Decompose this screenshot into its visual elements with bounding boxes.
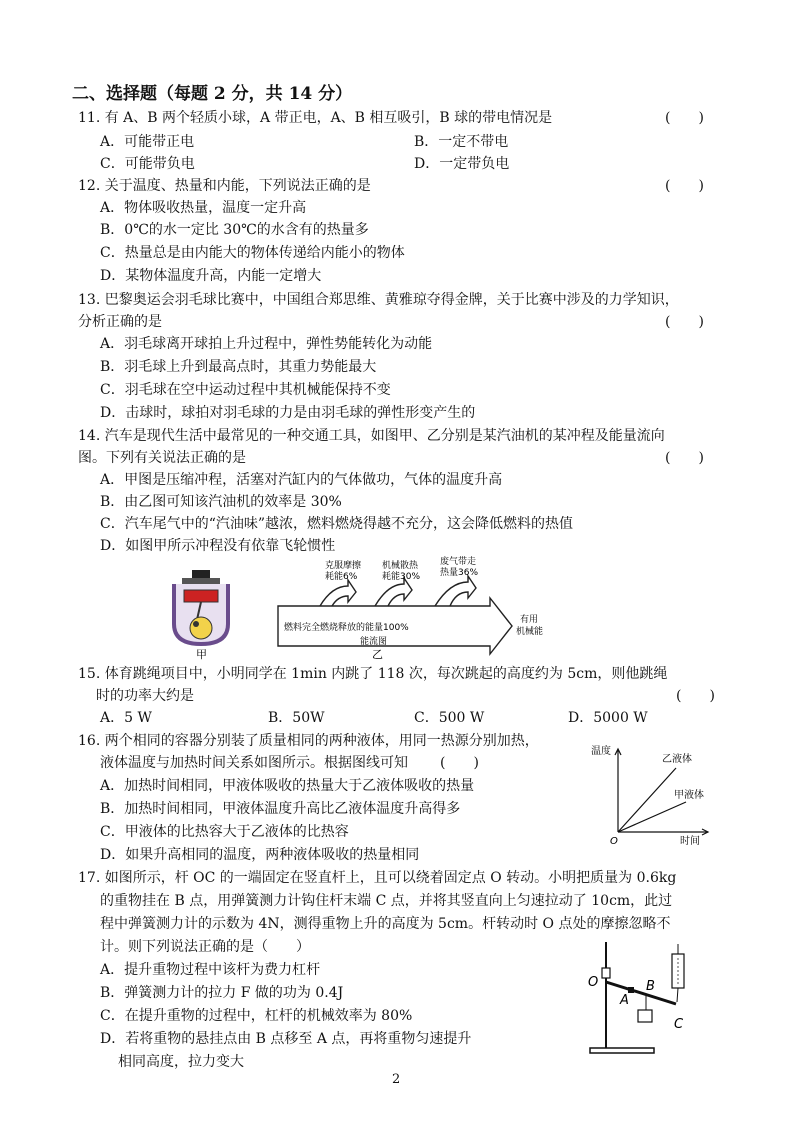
q14-figure [160, 556, 580, 662]
q15-option-c: C．500 W [414, 710, 485, 726]
section-title: 二、选择题（每题 2 分，共 14 分） [72, 84, 353, 104]
spring-scale [672, 944, 684, 1002]
q13-option-d: D．击球时，球拍对羽毛球的力是由羽毛球的弹性形变产生的 [100, 405, 476, 421]
q15-answer-paren: ( ) [676, 688, 715, 704]
graph-origin-label: O [610, 836, 618, 846]
q13-stem-line1: 13. 巴黎奥运会羽毛球比赛中，中国组合郑思维、黄雅琼夺得金牌，关于比赛中涉及的力学知识， [78, 292, 679, 308]
q17-stem-line3: 程中弹簧测力计的示数为 4N，测得重物上升的高度为 5cm。杆转动时 O 点处的摩擦忽略不 [100, 916, 671, 932]
loss-exhaust-value: 热量36% [440, 568, 479, 578]
q15-option-d: D．5000 W [568, 710, 648, 726]
q17-option-d-line1: D．若将重物的悬挂点由 B 点移至 A 点，再将重物匀速提升 [100, 1031, 472, 1047]
q17-option-d-line2: 相同高度，拉力变大 [118, 1054, 244, 1070]
lever-rod-oc [606, 982, 676, 1004]
q12-option-d: D．某物体温度升高，内能一定增大 [100, 268, 322, 284]
label-c: C [674, 1017, 684, 1032]
q12-answer-paren: ( ) [665, 178, 704, 194]
q13-option-c: C．羽毛球在空中运动过程中其机械能保持不变 [100, 382, 391, 398]
jia-liquid-label: 甲液体 [674, 790, 704, 801]
hanging-weight [638, 1010, 652, 1022]
q14-option-d: D．如图甲所示冲程没有依靠飞轮惯性 [100, 538, 336, 554]
label-a: A [620, 993, 629, 1008]
loss-friction-value: 耗能6% [325, 572, 358, 582]
q16-option-a: A．加热时间相同，甲液体吸收的热量大于乙液体吸收的热量 [100, 778, 475, 794]
q16-stem-line2: 液体温度与加热时间关系如图所示。根据图线可知 [100, 755, 408, 771]
useful-output-label: 有用 [520, 615, 539, 625]
q14-stem-line1: 14. 汽车是现代生活中最常见的一种交通工具，如图甲、乙分别是某汽油机的某冲程及能量流向 [78, 428, 665, 444]
q16-option-b: B．加热时间相同，甲液体温度升高比乙液体温度升高得多 [100, 801, 461, 817]
page-number: 2 [392, 1072, 401, 1087]
engine-cylinder-diagram [174, 570, 228, 644]
q13-stem-line2: 分析正确的是 [78, 314, 162, 330]
graph-x-axis-label: 时间 [680, 836, 700, 846]
q12-option-a: A．物体吸收热量，温度一定升高 [100, 200, 307, 216]
q12-stem: 12. 关于温度、热量和内能，下列说法正确的是 [78, 178, 371, 194]
loss-friction-label: 克服摩擦 [325, 561, 362, 571]
energy-flow-arrows [278, 576, 512, 654]
q17-stem-line2: 的重物挂在 B 点，用弹簧测力计钩住杆末端 C 点，并将其竖直向上匀速拉动了 10cm，此过 [100, 893, 673, 909]
q15-option-b: B．50W [268, 710, 325, 726]
total-energy-label: 燃料完全燃烧释放的能量100% [284, 623, 409, 633]
q16-answer-paren: ( ) [440, 755, 479, 771]
q14-answer-paren: ( ) [665, 450, 704, 466]
graph-y-axis-label: 温度 [591, 746, 611, 757]
loss-heat-value: 耗能30% [382, 572, 421, 582]
yi-liquid-line [618, 768, 676, 832]
q11-option-c: C．可能带负电 [100, 156, 195, 172]
label-b: B [646, 979, 655, 994]
q12-option-c: C．热量总是由内能大的物体传递给内能小的物体 [100, 245, 405, 261]
q16-stem-line1: 16. 两个相同的容器分别装了质量相同的两种液体，用同一热源分别加热， [78, 733, 539, 749]
label-o: O [588, 975, 599, 990]
q17-stem-line1: 17. 如图所示，杆 OC 的一端固定在竖直杆上，且可以绕着固定点 O 转动。小明把质量为 0.6kg [78, 870, 677, 886]
q16-figure [588, 740, 718, 846]
jia-liquid-line [618, 802, 686, 832]
q13-answer-paren: ( ) [665, 314, 704, 330]
q13-option-b: B．羽毛球上升到最高点时，其重力势能最大 [100, 359, 377, 375]
energy-flow-caption: 能流图 [360, 637, 388, 647]
q14-option-a: A．甲图是压缩冲程，活塞对汽缸内的气体做功，气体的温度升高 [100, 472, 503, 488]
figure-label-yi: 乙 [372, 648, 383, 661]
q17-stem-line4: 计。则下列说法正确的是（ ） [100, 939, 310, 955]
q14-option-c: C．汽车尾气中的“汽油味”越浓，燃料燃烧得越不充分，这会降低燃料的热值 [100, 516, 574, 532]
q14-option-b: B．由乙图可知该汽油机的效率是 30% [100, 494, 342, 510]
q11-option-a: A．可能带正电 [100, 134, 195, 150]
q17-option-c: C．在提升重物的过程中，杠杆的机械效率为 80% [100, 1008, 413, 1024]
q11-option-d: D．一定带负电 [414, 156, 510, 172]
q15-option-a: A．5 W [100, 710, 152, 726]
q14-stem-line2: 图。下列有关说法正确的是 [78, 450, 246, 466]
q16-option-c: C．甲液体的比热容大于乙液体的比热容 [100, 824, 349, 840]
q12-option-b: B．0℃的水一定比 30℃的水含有的热量多 [100, 222, 369, 238]
q17-option-a: A．提升重物过程中该杆为费力杠杆 [100, 962, 321, 978]
q11-option-b: B．一定不带电 [414, 134, 509, 150]
q11-answer-paren: ( ) [665, 110, 704, 126]
q11-stem: 11. 有 A、B 两个轻质小球，A 带正电，A、B 相互吸引，B 球的带电情况是 [78, 110, 553, 126]
q17-option-b: B．弹簧测力计的拉力 F 做的功为 0.4J [100, 985, 344, 1001]
q16-option-d: D．如果升高相同的温度，两种液体吸收的热量相同 [100, 847, 420, 863]
loss-heat-label: 机械散热 [382, 561, 419, 571]
q15-stem-line2: 时的功率大约是 [96, 688, 194, 704]
figure-label-jia: 甲 [196, 648, 207, 661]
yi-liquid-label: 乙液体 [662, 754, 692, 765]
q15-stem-line1: 15. 体育跳绳项目中，小明同学在 1min 内跳了 118 次，每次跳起的高度约为 5cm，则他跳绳 [78, 666, 668, 682]
loss-exhaust-label: 废气带走 [440, 557, 477, 567]
q13-option-a: A．羽毛球离开球拍上升过程中，弹性势能转化为动能 [100, 336, 433, 352]
useful-output-value: 机械能 [516, 627, 544, 637]
q17-figure [584, 936, 704, 1066]
